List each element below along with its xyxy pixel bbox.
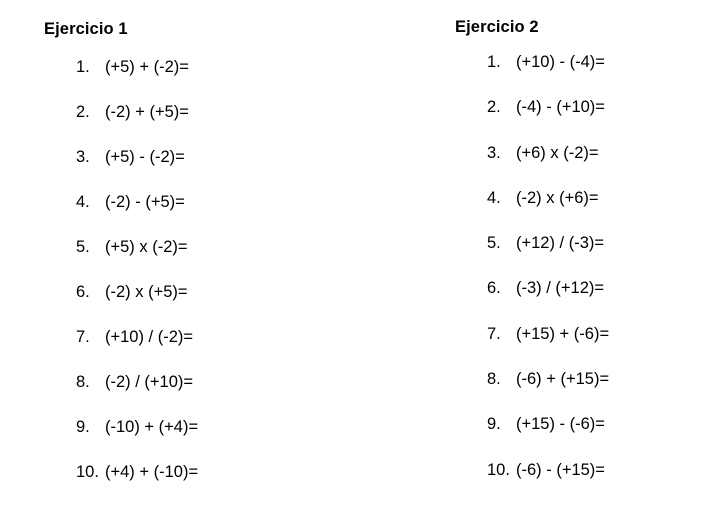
- item-expression: (-6) + (+15)=: [516, 370, 610, 389]
- item-number: 3.: [76, 148, 90, 166]
- item-number: 9.: [76, 418, 90, 436]
- item-expression: (-2) + (+5)=: [105, 103, 189, 121]
- exercise-1-list: [76, 59, 374, 481]
- item-number: 8.: [487, 370, 501, 389]
- item-expression: (+5) - (-2)=: [105, 148, 185, 166]
- list-item: [76, 149, 374, 166]
- item-number: 10.: [76, 463, 99, 481]
- item-number: 5.: [76, 238, 90, 256]
- list-item: [76, 284, 374, 301]
- item-number: 4.: [76, 193, 90, 211]
- item-expression: (+4) + (-10)=: [105, 463, 199, 481]
- item-expression: (-2) x (+5)=: [105, 283, 188, 301]
- item-number: 1.: [487, 53, 501, 71]
- item-expression: (+5) + (-2)=: [105, 58, 189, 76]
- item-number: 6.: [487, 279, 501, 298]
- list-item: [487, 235, 711, 252]
- item-expression: (-4) - (+10)=: [516, 98, 605, 117]
- list-item: [76, 104, 374, 121]
- list-item: [76, 194, 374, 211]
- exercise-2-list: [487, 54, 711, 478]
- item-expression: (-10) + (+4)=: [105, 418, 199, 436]
- list-item: [76, 464, 374, 481]
- item-expression: (+12) / (-3)=: [516, 234, 605, 253]
- item-expression: (-2) x (+6)=: [516, 188, 599, 207]
- list-item: [76, 374, 374, 391]
- item-number: 1.: [76, 58, 90, 76]
- item-expression: (+10) / (-2)=: [105, 328, 194, 346]
- item-number: 2.: [76, 103, 90, 121]
- item-number: 7.: [76, 328, 90, 346]
- item-number: 7.: [487, 324, 501, 343]
- exercise-2-title: Ejercicio 2: [455, 18, 539, 36]
- item-number: 3.: [487, 143, 501, 162]
- list-item: [487, 54, 711, 71]
- item-expression: (-3) / (+12)=: [516, 279, 605, 298]
- item-expression: (+15) + (-6)=: [516, 324, 610, 343]
- exercise-1-title: Ejercicio 1: [44, 20, 128, 38]
- list-item: [487, 371, 711, 388]
- item-expression: (-6) - (+15)=: [516, 460, 605, 479]
- list-item: [487, 145, 711, 162]
- item-number: 9.: [487, 415, 501, 434]
- item-expression: (-2) - (+5)=: [105, 193, 185, 211]
- item-expression: (+5) x (-2)=: [105, 238, 188, 256]
- item-number: 5.: [487, 234, 501, 253]
- list-item: [487, 462, 711, 479]
- list-item: [487, 190, 711, 207]
- list-item: [487, 326, 711, 343]
- list-item: [487, 416, 711, 433]
- list-item: [487, 280, 711, 297]
- item-number: 4.: [487, 188, 501, 207]
- item-number: 8.: [76, 373, 90, 391]
- exercise-column-2: [455, 0, 711, 507]
- item-expression: (+10) - (-4)=: [516, 53, 605, 71]
- list-item: [487, 99, 711, 116]
- list-item: [76, 59, 374, 76]
- item-number: 10.: [487, 460, 510, 479]
- item-expression: (+15) - (-6)=: [516, 415, 605, 434]
- item-number: 2.: [487, 98, 501, 117]
- item-expression: (-2) / (+10)=: [105, 373, 194, 391]
- item-expression: (+6) x (-2)=: [516, 143, 599, 162]
- exercise-column-1: [44, 0, 374, 509]
- list-item: [76, 239, 374, 256]
- list-item: [76, 329, 374, 346]
- item-number: 6.: [76, 283, 90, 301]
- list-item: [76, 419, 374, 436]
